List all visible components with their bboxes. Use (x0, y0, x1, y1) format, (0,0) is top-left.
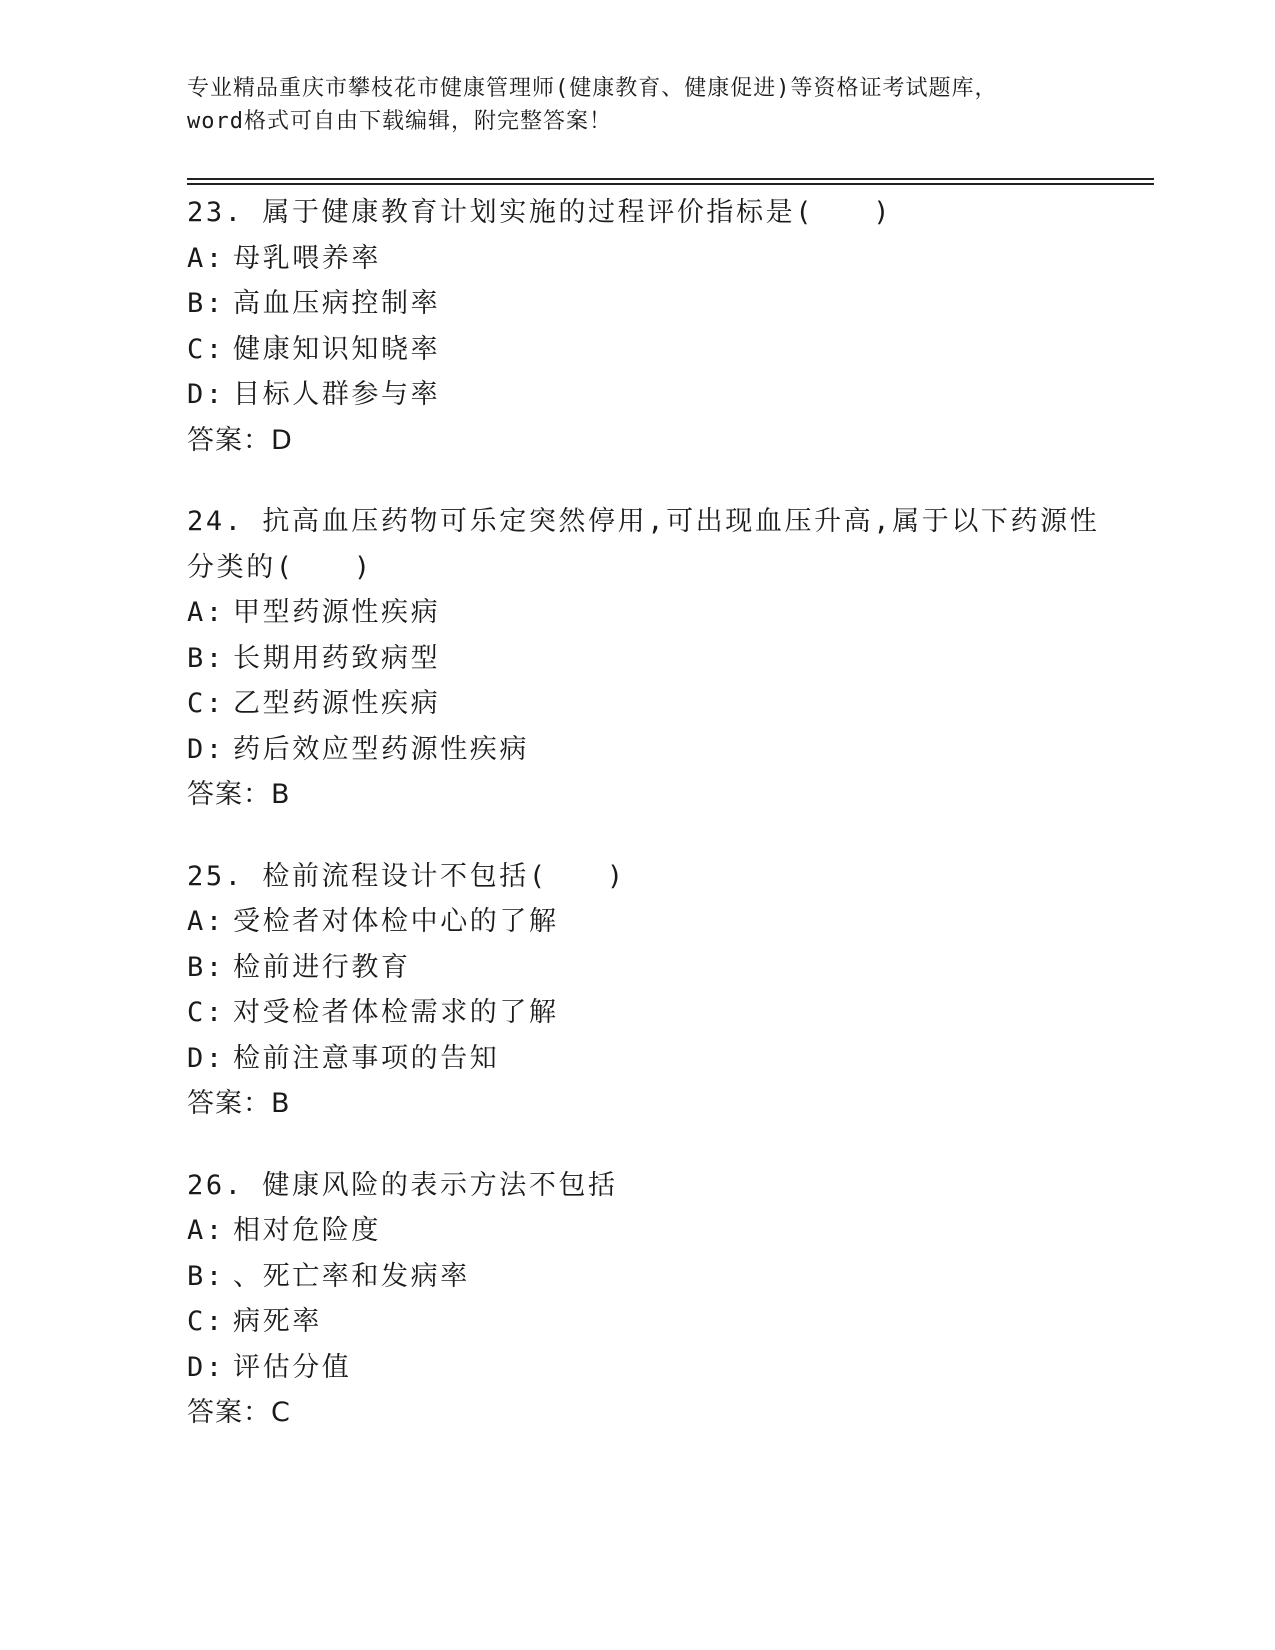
header-line-2: word格式可自由下载编辑，附完整答案！ (187, 109, 612, 134)
option-key: A: (187, 906, 225, 937)
question-item-26 (187, 1163, 1107, 1436)
option-key: B: (187, 951, 225, 983)
option-key: C: (187, 1306, 225, 1337)
option-key: A: (187, 597, 225, 628)
option-text: 高血压病控制率 (233, 288, 441, 319)
option-text: 检前注意事项的告知 (233, 1042, 500, 1074)
option-key: A: (187, 1215, 225, 1246)
question-stem: 23. 属于健康教育计划实施的过程评价指标是( ) (187, 197, 893, 228)
option-d (187, 727, 1107, 773)
option-text: 评估分值 (233, 1351, 352, 1383)
option-text: 相对危险度 (233, 1215, 381, 1246)
option-c (187, 990, 1107, 1036)
option-b (187, 281, 1107, 327)
option-key: B: (187, 288, 225, 319)
option-a (187, 899, 1107, 945)
option-key: D: (187, 379, 225, 410)
option-key: B: (187, 642, 225, 674)
option-text: 母乳喂养率 (233, 242, 381, 274)
option-text: 健康知识知晓率 (233, 333, 441, 365)
question-stem: 25. 检前流程设计不包括( ) (187, 860, 626, 892)
option-key: D: (187, 1351, 225, 1383)
option-b (187, 636, 1107, 682)
option-text: 目标人群参与率 (233, 379, 441, 410)
header-divider-bottom (187, 183, 1154, 185)
header-line-1: 专业精品重庆市攀枝花市健康管理师(健康教育、健康促进)等资格证考试题库， (187, 76, 998, 101)
option-key: D: (187, 733, 225, 765)
answer-line: 答案：B (187, 1088, 291, 1119)
document-header (187, 72, 1087, 138)
option-text: 长期用药致病型 (233, 642, 441, 674)
question-item-25 (187, 854, 1107, 1127)
option-key: C: (187, 688, 225, 719)
question-item-23 (187, 190, 1107, 463)
option-text: 病死率 (233, 1306, 322, 1337)
option-c (187, 1299, 1107, 1345)
option-a (187, 590, 1107, 636)
option-c (187, 681, 1107, 727)
option-d (187, 1345, 1107, 1391)
header-divider-top (187, 178, 1154, 180)
option-key: C: (187, 997, 225, 1028)
option-key: C: (187, 333, 225, 365)
question-stem: 24. 抗高血压药物可乐定突然停用,可出现血压升高,属于以下药源性分类的( ) (187, 506, 1100, 583)
question-list (187, 190, 1107, 1472)
option-text: 、死亡率和发病率 (233, 1260, 470, 1292)
option-d (187, 372, 1107, 418)
answer-line: 答案：D (187, 424, 293, 456)
question-stem: 26. 健康风险的表示方法不包括 (187, 1169, 618, 1201)
answer-line: 答案：B (187, 779, 291, 810)
option-text: 乙型药源性疾病 (233, 688, 441, 719)
option-text: 对受检者体检需求的了解 (233, 997, 559, 1028)
option-text: 甲型药源性疾病 (233, 597, 441, 628)
option-c (187, 327, 1107, 373)
question-item-24 (187, 499, 1107, 818)
option-key: B: (187, 1260, 225, 1292)
option-text: 受检者对体检中心的了解 (233, 906, 559, 937)
option-b (187, 945, 1107, 991)
option-a (187, 1208, 1107, 1254)
option-b (187, 1254, 1107, 1300)
option-key: A: (187, 242, 225, 274)
option-d (187, 1036, 1107, 1082)
option-text: 药后效应型药源性疾病 (233, 733, 529, 765)
option-key: D: (187, 1042, 225, 1074)
option-a (187, 236, 1107, 282)
answer-line: 答案：C (187, 1397, 291, 1428)
option-text: 检前进行教育 (233, 951, 411, 983)
